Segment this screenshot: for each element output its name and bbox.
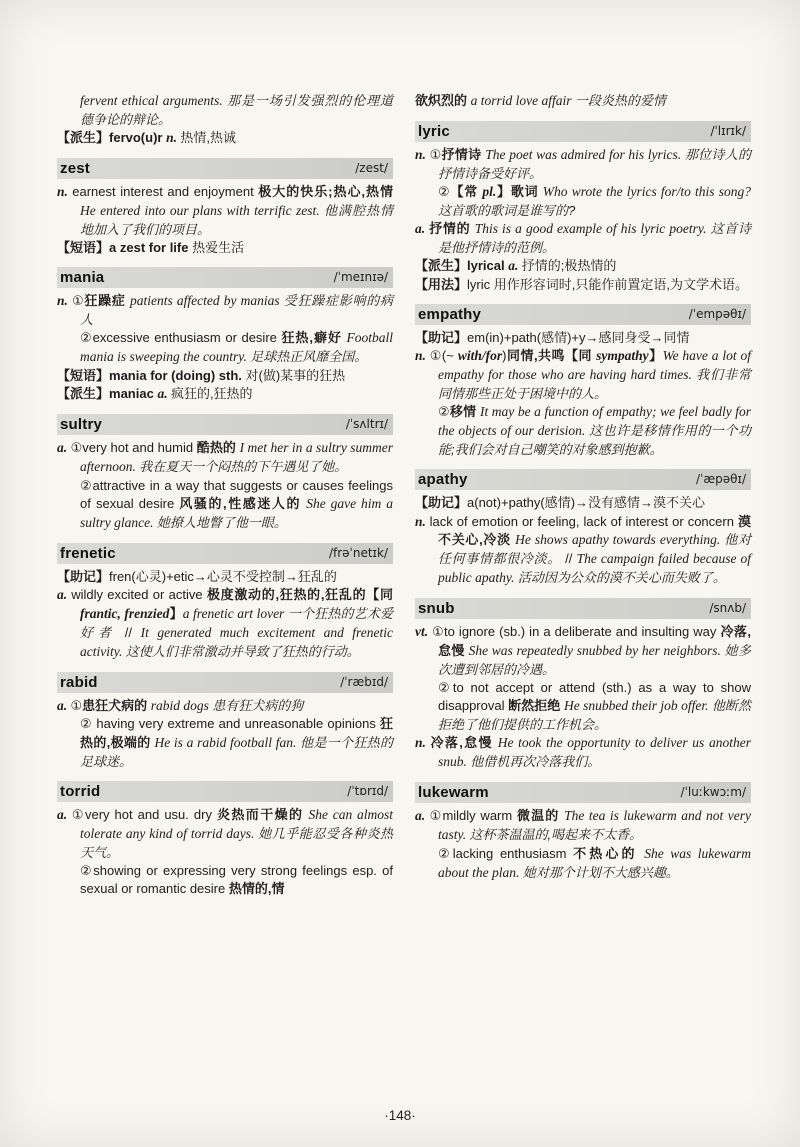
text-run: 【常	[450, 183, 483, 199]
text-run: 炎热而干燥的	[217, 806, 309, 822]
text-run: 歌词	[510, 183, 543, 199]
entry-lukewarm	[415, 782, 751, 883]
text-run: 他满腔热情地加入了我们的项目。	[80, 202, 393, 237]
text-run: a.	[157, 386, 171, 402]
text-run: 冷落,怠慢	[438, 624, 751, 658]
headword-bar	[415, 598, 751, 619]
entry-block	[415, 257, 751, 276]
text-run: Football mania is sweeping the country.	[80, 330, 393, 365]
entry-block	[415, 623, 751, 679]
headword: zest	[60, 159, 90, 177]
text-run: 那是一场引发强烈的伦理道德争论的辩论。	[80, 93, 393, 127]
text-run: He is a rabid football fan.	[154, 734, 301, 750]
text-run: 欲炽烈的	[415, 93, 471, 108]
entry-block	[57, 367, 393, 385]
entry-block	[415, 92, 751, 111]
text-run: 那位诗人的抒情诗备受好评。	[438, 146, 751, 181]
text-run: lyric 用作形容词时,只能作前置定语,为文学术语。	[467, 277, 748, 293]
entry-block	[415, 347, 751, 403]
entry-rabid	[57, 672, 393, 771]
text-run: rabid dogs	[150, 697, 213, 713]
entry-frenetic	[57, 543, 393, 662]
text-run: 我在夏天一个闷热的下午遇见了她。	[139, 458, 348, 474]
text-run: a.	[415, 808, 430, 824]
phonetic: /ˈræbɪd/	[340, 674, 388, 689]
text-run: 】	[496, 183, 511, 199]
text-run: pl.	[482, 183, 497, 199]
text-run: 漠不关心,冷淡	[438, 513, 751, 548]
entry-lyric	[415, 121, 751, 294]
text-run: 极度激动的,狂热的,狂乱的	[206, 587, 367, 602]
entry-zest	[57, 158, 393, 257]
text-run: 抒情的;极热情的	[521, 258, 617, 274]
text-run: earnest interest and enjoyment	[72, 183, 259, 199]
text-run: 疯狂的,狂热的	[170, 386, 253, 402]
text-run: frantic, frenzied	[80, 605, 170, 621]
text-run: 】	[648, 348, 663, 364]
entry-block	[57, 586, 393, 662]
phonetic: /ˈtɒrɪd/	[347, 783, 388, 798]
text-run: 不热心的	[573, 845, 645, 861]
text-run: 一个狂热的艺术爱好者	[80, 605, 393, 640]
text-run: 极大的快乐;热心,热情	[258, 183, 394, 199]
text-run: 他借机再次冷落我们。	[470, 754, 601, 770]
text-run: a torrid love affair	[470, 93, 575, 108]
text-run: 足球热正风靡全国。	[250, 349, 368, 365]
text-run: a.	[57, 587, 72, 602]
entry-snub	[415, 598, 751, 772]
text-run: She can almost tolerate any kind of torrid days.	[80, 806, 393, 841]
text-run: He entered into our plans with terrific zest.	[80, 202, 325, 218]
text-run: 患狂犬病的	[82, 697, 151, 713]
text-run: ②	[438, 183, 451, 199]
entry-apathy	[415, 469, 751, 588]
text-run: 热情的,情	[228, 880, 285, 896]
text-run: a.	[508, 258, 522, 274]
text-run: 热爱生活	[192, 239, 245, 255]
entry-block	[415, 183, 751, 220]
text-run: He snubbed their job offer.	[563, 698, 712, 714]
headword: snub	[418, 600, 455, 618]
text-run: 她对那个计划不大感兴趣。	[522, 864, 679, 880]
text-run: a.	[57, 806, 72, 822]
text-run: The tea is lukewarm and not very tasty.	[438, 808, 751, 842]
entry-block	[57, 477, 393, 533]
text-run: We have a lot of empathy for those who are having hard times.	[438, 348, 751, 383]
phonetic: /ˈlɪrɪk/	[710, 123, 746, 138]
text-run: She was lukewarm about the plan.	[438, 845, 751, 880]
text-run: ①	[72, 293, 85, 309]
text-run: 酷热的	[196, 440, 240, 456]
text-run: 【派生】	[57, 386, 110, 402]
headword-bar	[57, 781, 393, 802]
text-run: ①very hot and usu. dry	[71, 806, 217, 822]
text-run: ② having very extreme and unreasonable opinions	[80, 716, 380, 732]
text-run: 这首歌的歌词是谁写的?	[438, 202, 576, 218]
text-run: 她多次遭到邻居的冷遇。	[438, 642, 751, 677]
text-run: 【同	[366, 587, 393, 602]
text-run: ②showing or expressing very strong feelings esp. of sexual or romantic desire	[80, 862, 393, 896]
text-run: 患有狂犬病的狗	[212, 697, 304, 713]
text-run: He took the opportunity to deliver us another snub.	[438, 735, 751, 770]
text-run: 这首诗是他抒情诗的范例。	[438, 221, 752, 255]
left-column	[57, 92, 393, 908]
text-run: 移情	[449, 404, 480, 420]
entry-block	[57, 862, 393, 898]
text-run: 他断然拒绝了他们提供的工作机会。	[438, 698, 751, 733]
text-run: The poet was admired for his lyrics.	[485, 146, 685, 162]
headword: rabid	[60, 673, 98, 691]
text-run: 【同	[565, 348, 597, 364]
text-run: n.	[415, 146, 430, 162]
text-run: I met her in a sultry summer afternoon.	[80, 440, 393, 474]
text-run: 【派生】	[415, 258, 468, 274]
text-run: He shows apathy towards everything.	[515, 532, 725, 548]
text-run: fren(心灵)+etic→心灵不受控制→狂乱的	[109, 568, 337, 584]
headword: lyric	[418, 122, 450, 140]
text-run: 热情,热诚	[180, 130, 236, 146]
text-run: )	[502, 348, 507, 364]
phonetic: /frəˈnetɪk/	[328, 545, 388, 560]
text-run: She gave him a sultry glance.	[80, 496, 393, 530]
text-run: 【助记】	[57, 568, 110, 584]
text-run: a frenetic art lover	[182, 605, 288, 621]
entry-block	[415, 845, 751, 883]
text-run: sympathy	[596, 348, 649, 364]
text-run: 我们非常同情那些正处于困境中的人。	[438, 367, 751, 402]
text-run: a.	[415, 221, 430, 237]
text-run: It generated much excitement and frenetic activity.	[80, 624, 393, 659]
text-run: 狂热,癖好	[281, 330, 347, 346]
right-column	[415, 92, 751, 908]
entry-continuation	[415, 92, 751, 111]
entry-sultry	[57, 414, 393, 533]
headword: apathy	[418, 471, 468, 489]
text-run: 【用法】	[415, 277, 468, 293]
text-run: 【助记】	[415, 495, 468, 511]
text-run: ①	[70, 697, 83, 713]
text-run: 受狂躁症影响的病人	[80, 293, 393, 328]
text-run: lack of emotion or feeling, lack of interest or concern	[429, 513, 738, 529]
entry-block	[415, 494, 751, 512]
text-run: 【助记】	[415, 330, 468, 346]
text-run: 对(做)某事的狂热	[245, 367, 346, 383]
text-run: 【派生】	[57, 130, 110, 146]
entry-block	[57, 292, 393, 329]
entry-block	[57, 697, 393, 716]
phonetic: /ˈempəθɪ/	[688, 307, 746, 322]
text-run: 微温的	[516, 808, 565, 824]
text-run: a zest for life	[109, 239, 193, 255]
entry-block	[57, 92, 393, 129]
text-run: She was repeatedly snubbed by her neighbors.	[468, 642, 725, 658]
text-run: ①to ignore (sb.) in a deliberate and insulting way	[431, 624, 721, 640]
text-run: n.	[166, 130, 181, 146]
text-run: lyrical	[467, 258, 509, 274]
headword-bar	[57, 414, 393, 435]
headword-bar	[57, 267, 393, 288]
text-run: It may be a function of empathy; we feel badly for the objects of our derision.	[438, 404, 751, 439]
text-run: 【短语】	[57, 367, 110, 383]
text-run: ②attractive in a way that suggests or causes feelings of sexual desire	[80, 477, 393, 512]
text-run: ②excessive enthusiasm or desire	[80, 330, 282, 346]
entry-torrid	[57, 781, 393, 898]
phonetic: /ˈæpəθɪ/	[696, 472, 746, 487]
text-run: n.	[57, 183, 73, 199]
headword-bar	[415, 121, 751, 142]
entry-block	[57, 329, 393, 367]
text-run: 这也许是移情作用的一个功能;我们会对自己嘲笑的对象感到抱歉。	[438, 423, 751, 458]
text-run: 一段炎热的爱情	[574, 93, 666, 108]
page-number: ·148·	[384, 1108, 416, 1123]
text-run: 她撩人地瞥了他一眼。	[156, 514, 287, 530]
text-run: wildly excited or active	[71, 587, 207, 602]
text-run: 活动因为公众的漠不关心而失败了。	[517, 570, 726, 586]
entry-block	[415, 276, 751, 294]
text-run: 断然拒绝	[508, 698, 564, 714]
phonetic: /zest/	[355, 161, 388, 176]
headword-bar	[415, 304, 751, 325]
text-run: 这使人们非常激动并导致了狂热的行动。	[125, 643, 360, 659]
text-run: This is a good example of his lyric poetry.	[474, 221, 711, 237]
text-run: ①	[429, 146, 442, 162]
headword-bar	[57, 158, 393, 179]
text-run: 冷落,怠慢	[430, 735, 498, 751]
text-run: a.	[57, 440, 71, 456]
phonetic: /ˈmeɪnɪə/	[333, 270, 388, 285]
entry-block	[415, 807, 751, 845]
entry-block	[57, 439, 393, 477]
text-run: patients affected by manias	[130, 293, 284, 309]
text-run: fervo(u)r	[109, 130, 167, 146]
text-run: 风骚的,性感迷人的	[179, 496, 307, 512]
text-run: a.	[57, 697, 71, 713]
entry-block	[415, 146, 751, 183]
text-run: 抒情诗	[441, 146, 486, 162]
entry-block	[57, 568, 393, 586]
text-run: 抒情的	[429, 221, 475, 237]
headword: sultry	[60, 416, 103, 434]
text-run: n.	[415, 348, 430, 364]
text-run: 他是一个狂热的足球迷。	[80, 734, 393, 769]
headword: mania	[60, 269, 105, 287]
entry-block	[57, 385, 393, 404]
phonetic: /snʌb/	[709, 601, 746, 616]
headword-bar	[415, 782, 751, 803]
text-run: vt.	[415, 624, 432, 640]
text-run: Who wrote the lyrics for/to this song?	[542, 183, 751, 199]
text-run: 狂热的,极端的	[80, 716, 393, 750]
headword-bar	[57, 672, 393, 693]
text-run: The campaign failed because of public apathy.	[438, 551, 751, 586]
text-run: a(not)+pathy(感情)→没有感情→漠不关心	[467, 495, 706, 511]
text-run: ①(~	[429, 348, 458, 364]
headword-bar	[415, 469, 751, 490]
entry-block	[57, 129, 393, 148]
headword: torrid	[60, 782, 101, 800]
entry-block	[415, 403, 751, 459]
text-run: ①mildly warm	[429, 808, 517, 824]
entry-continuation	[57, 92, 393, 148]
text-run: with/for	[457, 348, 503, 364]
entry-block	[57, 183, 393, 239]
text-run: ②	[438, 404, 450, 420]
headword-bar	[57, 543, 393, 564]
text-run: 】	[169, 605, 183, 621]
text-run: 狂躁症	[84, 293, 131, 309]
text-run: n.	[415, 735, 431, 751]
entry-empathy	[415, 304, 751, 459]
text-run: 这杯茶温温的,喝起来不太香。	[469, 826, 643, 842]
headword: empathy	[418, 306, 482, 324]
entry-mania	[57, 267, 393, 404]
text-run: ②lacking enthusiasm	[438, 845, 574, 861]
text-run: 【短语】	[57, 239, 110, 255]
headword: lukewarm	[418, 784, 489, 802]
phonetic: /ˈluːkwɔːm/	[680, 785, 746, 800]
text-run: mania for (doing) sth.	[109, 367, 246, 383]
headword: frenetic	[60, 544, 116, 562]
phonetic: /ˈsʌltrɪ/	[345, 417, 388, 432]
entry-block	[57, 806, 393, 862]
text-run: //	[560, 551, 577, 567]
text-run: maniac	[109, 386, 158, 402]
entry-block	[415, 734, 751, 772]
text-run: 同情,共鸣	[506, 348, 566, 364]
entry-block	[57, 715, 393, 770]
text-run: ②to not accept or attend (sth.) as a way to show disapproval	[438, 680, 751, 714]
text-run: 她几乎能忍受各种炎热天气。	[80, 825, 393, 860]
text-run: n.	[415, 513, 430, 529]
entry-block	[415, 329, 751, 347]
text-run: ①very hot and humid	[70, 440, 197, 456]
entry-block	[415, 513, 751, 589]
text-run: em(in)+path(感情)+y→感同身受→同情	[467, 330, 690, 346]
text-run: fervent ethical arguments.	[80, 93, 223, 108]
entry-block	[57, 239, 393, 257]
text-run: n.	[57, 293, 73, 309]
entry-block	[415, 679, 751, 734]
text-run: //	[124, 624, 141, 640]
entry-block	[415, 220, 751, 257]
text-run: 他对任何事情都很冷淡。	[438, 532, 751, 567]
